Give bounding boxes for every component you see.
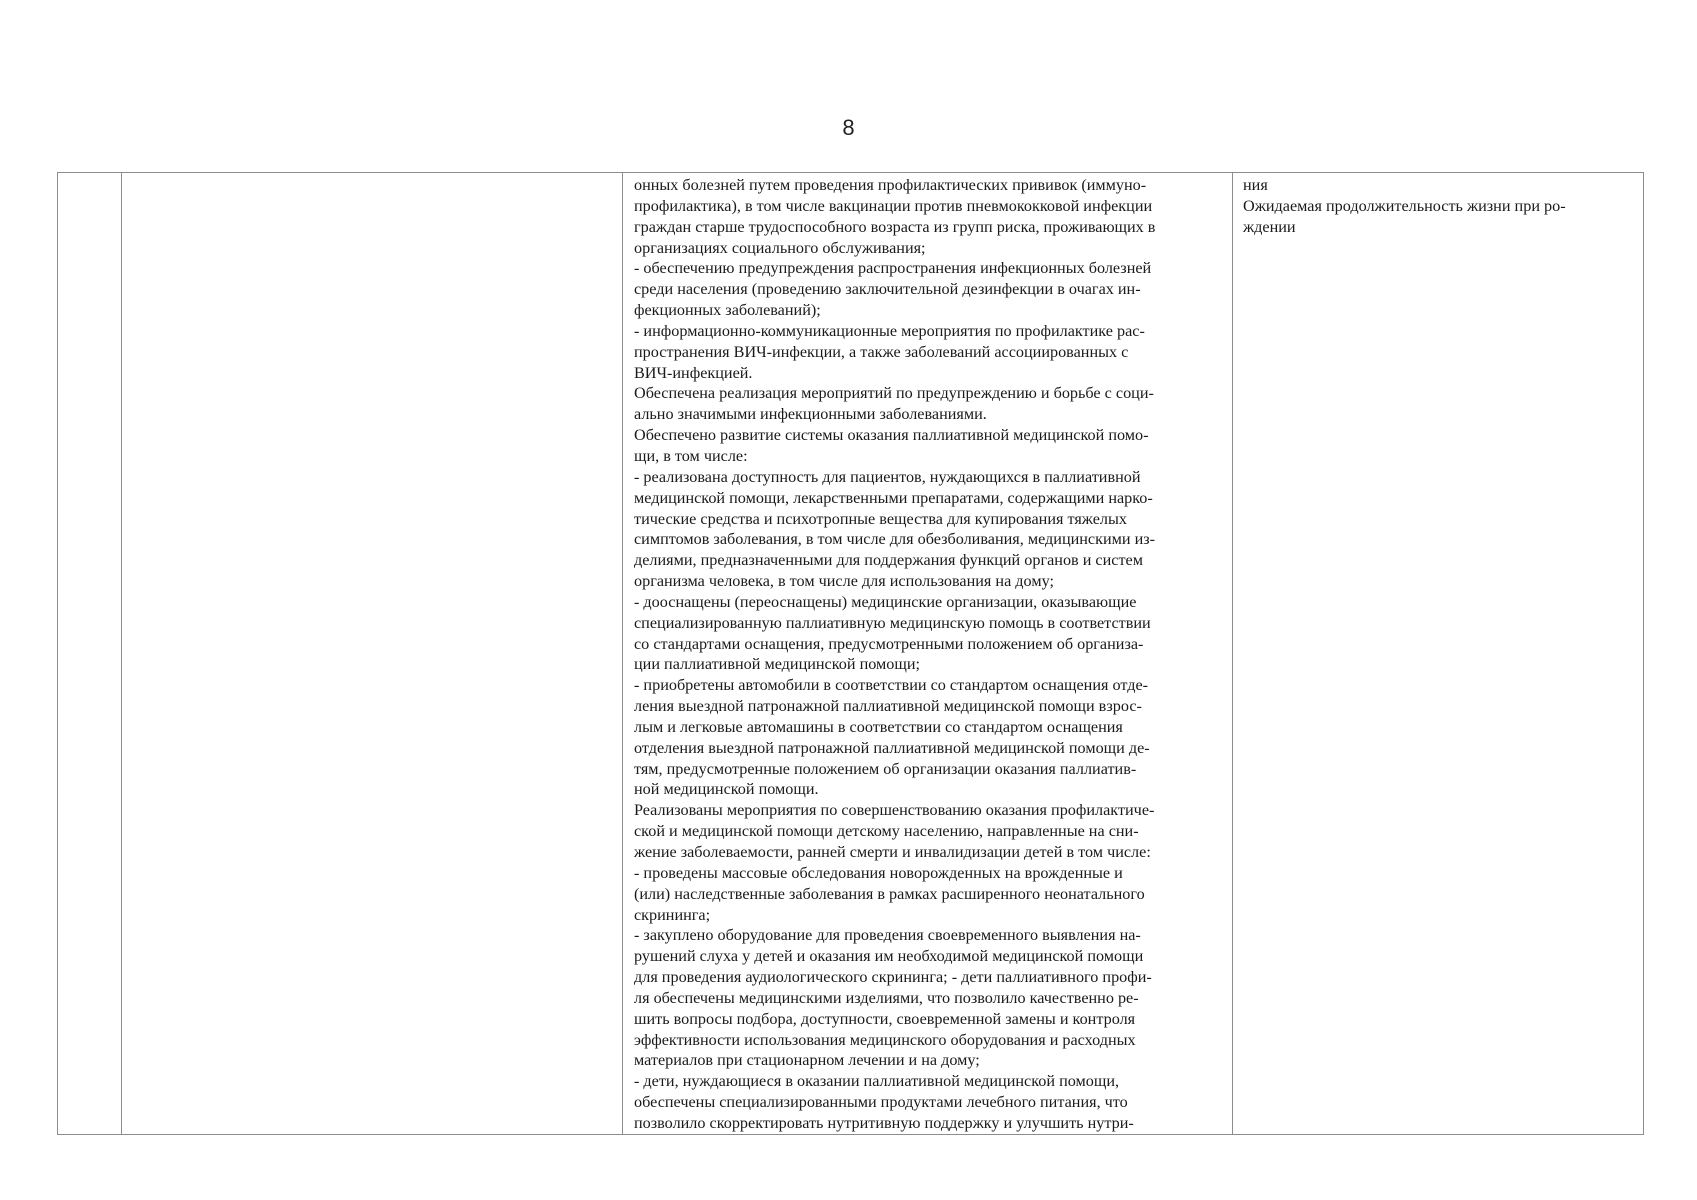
results-line: - обеспечению предупреждения распространения инфекционных болезней: [634, 259, 1152, 278]
table-cell-results: [623, 173, 1233, 1135]
results-line: обеспечены специализированными продуктами лечебного питания, что: [634, 1093, 1128, 1112]
results-line: - информационно-коммуникационные мероприятия по профилактике рас-: [634, 321, 1145, 340]
results-line: организма человека, в том числе для использования на дому;: [634, 572, 1054, 591]
results-line: тям, предусмотренные положением об организации оказания паллиатив-: [634, 759, 1137, 778]
results-line: фекционных заболеваний);: [634, 301, 821, 320]
cell-number-text: [58, 173, 121, 175]
results-line: жение заболеваемости, ранней смерти и инвалидизации детей в том числе:: [634, 843, 1151, 861]
results-line: - закуплено оборудование для проведения своевременного выявления на-: [634, 926, 1141, 945]
content-table: [57, 172, 1644, 1135]
results-line: для проведения аудиологического скрининга; - дети паллиативного профи-: [634, 968, 1152, 987]
results-line: - дооснащены (переоснащены) медицинские организации, оказывающие: [634, 592, 1137, 611]
indicator-line: Ожидаемая продолжительность жизни при ро-: [1243, 196, 1566, 215]
results-line: Реализованы мероприятия по совершенствованию оказания профилактиче-: [634, 801, 1155, 820]
results-line: Обеспечена реализация мероприятий по предупреждению и борьбе с соци-: [634, 384, 1154, 403]
results-line: профилактика), в том числе вакцинации против пневмококковой инфекции: [634, 196, 1153, 215]
results-text: [623, 173, 1232, 1134]
results-line: лым и легковые автомашины в соответствии со стандартом оснащения: [634, 717, 1123, 736]
table-row: [58, 173, 1644, 1135]
results-line: граждан старше трудоспособного возраста из групп риска, проживающих в: [634, 217, 1156, 236]
cell-name-text: [122, 173, 622, 175]
results-line: онных болезней путем проведения профилактических прививок (иммуно-: [634, 176, 1147, 194]
results-line: симптомов заболевания, в том числе для обезболивания, медицинскими из-: [634, 530, 1156, 549]
table-cell-name: [122, 173, 623, 1135]
results-line: щи, в том числе:: [634, 446, 748, 465]
results-line: (или) наследственные заболевания в рамках расширенного неонатального: [634, 884, 1145, 903]
results-line: специализированную паллиативную медицинскую помощь в соответствии: [634, 613, 1151, 632]
results-line: среди населения (проведению заключительной дезинфекции в очагах ин-: [634, 280, 1141, 299]
results-line: медицинской помощи, лекарственными препаратами, содержащими нарко-: [634, 488, 1153, 507]
results-line: ально значимыми инфекционными заболеваниями.: [634, 405, 987, 424]
results-line: ции паллиативной медицинской помощи;: [634, 655, 920, 674]
results-line: шить вопросы подбора, доступности, своевременной замены и контроля: [634, 1009, 1136, 1028]
results-line: ской и медицинской помощи детскому населению, направленные на сни-: [634, 822, 1139, 841]
results-line: - приобретены автомобили в соответствии со стандартом оснащения отде-: [634, 676, 1149, 695]
results-line: рушений слуха у детей и оказания им необходимой медицинской помощи: [634, 947, 1144, 966]
results-line: тические средства и психотропные вещества для купирования тяжелых: [634, 509, 1127, 528]
results-line: ления выездной патронажной паллиативной медицинской помощи взрос-: [634, 697, 1142, 716]
results-line: скрининга;: [634, 905, 711, 924]
results-line: делиями, предназначенными для поддержания функций органов и систем: [634, 551, 1143, 570]
page-number: 8: [842, 115, 855, 140]
table-cell-number: [58, 173, 122, 1135]
results-line: отделения выездной патронажной паллиативной медицинской помощи де-: [634, 738, 1150, 757]
results-line: ВИЧ-инфекцией.: [634, 363, 753, 382]
results-line: - проведены массовые обследования новорожденных на врожденные и: [634, 863, 1123, 882]
indicator-line: ния: [1243, 176, 1268, 194]
results-line: ной медицинской помощи.: [634, 780, 819, 799]
results-line: - реализована доступность для пациентов, нуждающихся в паллиативной: [634, 467, 1141, 486]
indicators-text: [1233, 173, 1643, 238]
results-line: Обеспечено развитие системы оказания паллиативной медицинской помо-: [634, 426, 1149, 445]
results-line: - дети, нуждающиеся в оказании паллиативной медицинской помощи,: [634, 1072, 1120, 1091]
results-line: позволило скорректировать нутритивную поддержку и улучшить нутри-: [634, 1113, 1134, 1132]
results-line: эффективности использования медицинского оборудования и расходных: [634, 1030, 1136, 1049]
indicator-line: ждении: [1243, 217, 1296, 236]
results-line: ля обеспечены медицинскими изделиями, что позволило качественно ре-: [634, 988, 1139, 1007]
table-cell-indicators: [1233, 173, 1644, 1135]
results-line: со стандартами оснащения, предусмотренными положением об организа-: [634, 634, 1144, 653]
results-line: организациях социального обслуживания;: [634, 238, 926, 257]
results-line: материалов при стационарном лечении и на дому;: [634, 1051, 980, 1070]
results-line: пространения ВИЧ-инфекции, а также заболеваний ассоциированных с: [634, 342, 1129, 361]
